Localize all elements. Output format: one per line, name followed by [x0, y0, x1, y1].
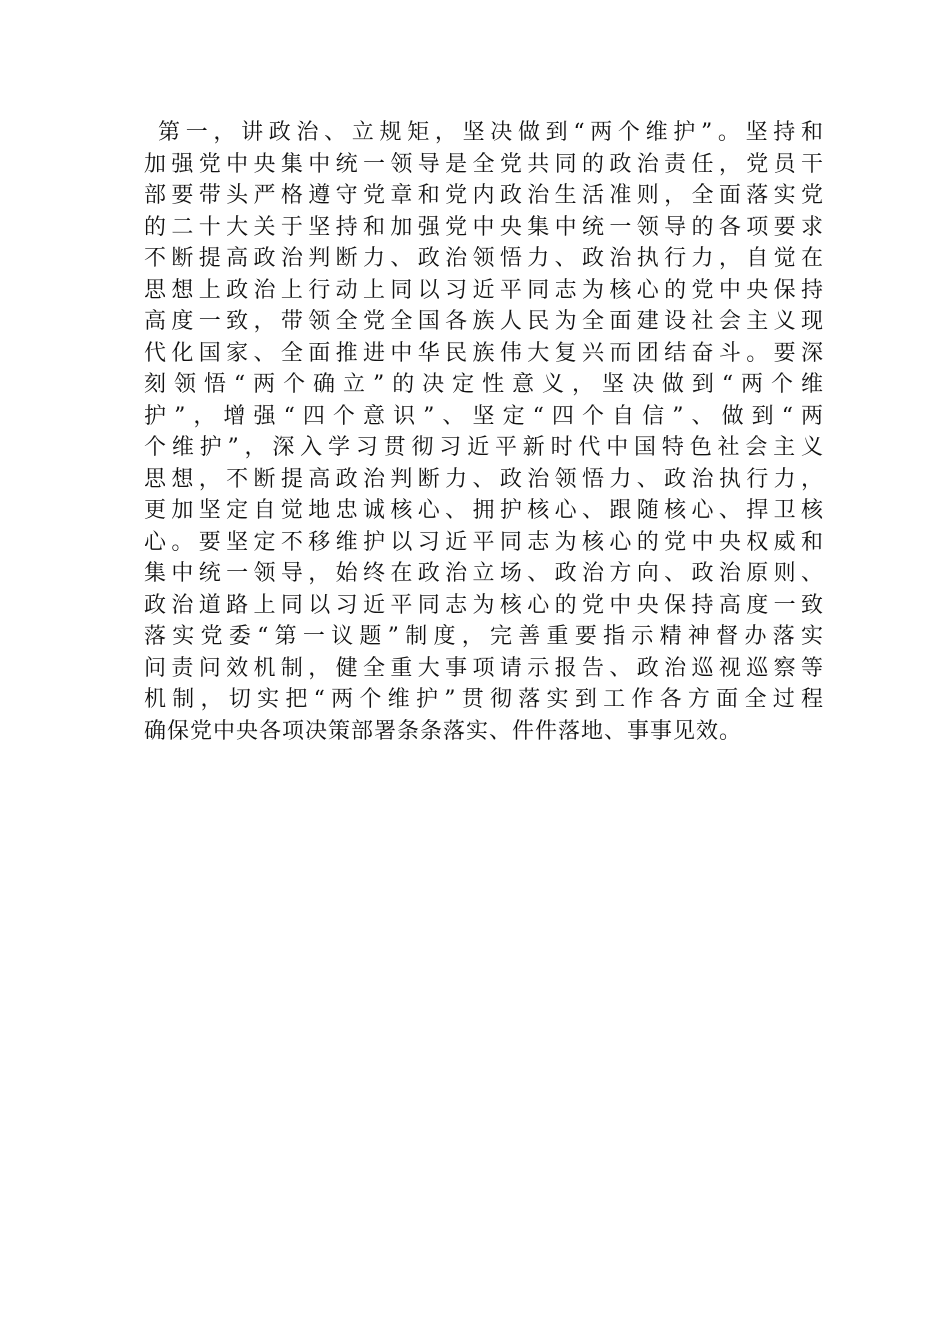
- paragraph-line: 政治道路上同以习近平同志为核心的党中央保持高度一致: [144, 592, 824, 618]
- body-paragraph: [144, 117, 824, 747]
- paragraph-line: 护”，增强“四个意识”、坚定“四个自信”、做到“两: [144, 403, 824, 429]
- paragraph-line: 思想上政治上行动上同以习近平同志为核心的党中央保持: [144, 277, 824, 303]
- paragraph-line: 落实党委“第一议题”制度，完善重要指示精神督办落实: [144, 624, 824, 649]
- paragraph-line: 确保党中央各项决策部署条条落实、件件落地、事事见效。: [144, 718, 743, 744]
- paragraph-line: 更加坚定自觉地忠诚核心、拥护核心、跟随核心、捍卫核: [144, 498, 824, 523]
- paragraph-line: 机制，切实把“两个维护”贯彻落实到工作各方面全过程: [144, 687, 824, 712]
- paragraph-line: 的二十大关于坚持和加强党中央集中统一领导的各项要求: [144, 214, 824, 240]
- paragraph-line: 部要带头严格遵守党章和党内政治生活准则，全面落实党: [144, 183, 824, 208]
- paragraph-line: 高度一致，带领全党全国各族人民为全面建设社会主义现: [144, 309, 824, 334]
- paragraph-line: 第一，讲政治、立规矩，坚决做到“两个维护”。坚持和: [158, 120, 824, 145]
- paragraph-line: 加强党中央集中统一领导是全党共同的政治责任，党员干: [144, 151, 824, 177]
- paragraph-line: 思想，不断提高政治判断力、政治领悟力、政治执行力，: [144, 466, 824, 492]
- paragraph-line: 不断提高政治判断力、政治领悟力、政治执行力，自觉在: [144, 246, 824, 271]
- paragraph-line: 问责问效机制，健全重大事项请示报告、政治巡视巡察等: [144, 655, 824, 681]
- paragraph-line: 个维护”，深入学习贯彻习近平新时代中国特色社会主义: [144, 435, 824, 460]
- paragraph-line: 心。要坚定不移维护以习近平同志为核心的党中央权威和: [144, 529, 824, 555]
- paragraph-line: 集中统一领导，始终在政治立场、政治方向、政治原则、: [144, 561, 824, 586]
- paragraph-line: 刻领悟“两个确立”的决定性意义，坚决做到“两个维: [144, 372, 824, 397]
- paragraph-line: 代化国家、全面推进中华民族伟大复兴而团结奋斗。要深: [144, 340, 824, 366]
